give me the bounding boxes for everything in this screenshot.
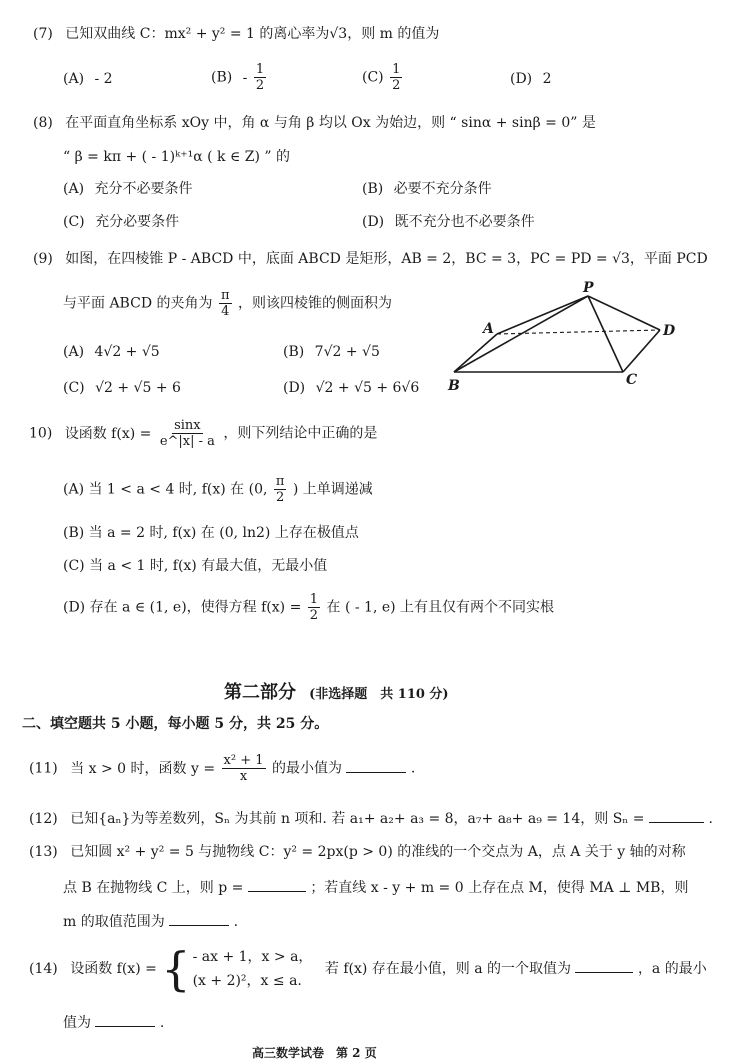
q7-option-a: (A) - 2 bbox=[63, 71, 113, 87]
q14-brace: { bbox=[161, 942, 191, 996]
q10-option-c: (C) 当 a < 1 时, f(x) 有最大值，无最小值 bbox=[63, 558, 328, 574]
q13-answer-blank-m[interactable] bbox=[169, 911, 229, 926]
pyramid-figure bbox=[440, 278, 690, 396]
q12-label: (12) bbox=[29, 811, 58, 827]
q7-stem-line bbox=[33, 25, 439, 43]
q7-stem: 已知双曲线 C：mx² + y² = 1 的离心率为√3，则 m 的值为 bbox=[65, 26, 440, 42]
q10-option-a: (A) 当 1 < a < 4 时, f(x) 在 (0, $\frac{\pi}{2}$ ) 上单调递减 bbox=[63, 474, 373, 505]
q7-label: (7) bbox=[33, 26, 53, 42]
q9-option-d: (D) √2 + √5 + 6√6 bbox=[283, 380, 420, 396]
page-footer: 高三数学试卷 第 2 页 bbox=[252, 1046, 377, 1060]
q14-answer-blank-a[interactable] bbox=[575, 958, 633, 973]
q8-label: (8) bbox=[33, 115, 53, 131]
q7-option-d: (D) 2 bbox=[510, 71, 552, 87]
q11-label: (11) bbox=[29, 760, 58, 777]
edge-pd bbox=[588, 296, 660, 330]
q8-option-a: (A) 充分不必要条件 bbox=[63, 181, 193, 197]
part2-heading bbox=[224, 678, 449, 704]
q13-answer-blank-p[interactable] bbox=[248, 877, 306, 892]
q9-label: (9) bbox=[33, 251, 53, 267]
q8-stem-line2: “ β = kπ + ( - 1)ᵏ⁺¹α ( k ∈ Z) ” 的 bbox=[63, 149, 291, 165]
edge-pc bbox=[588, 296, 623, 372]
q7-option-b-fraction: $\frac{1}{2}$ bbox=[255, 62, 265, 93]
label-p: P bbox=[583, 280, 594, 296]
label-a: A bbox=[483, 321, 494, 337]
q10-label: 10) bbox=[29, 425, 53, 442]
edge-cd bbox=[623, 330, 660, 372]
q12-answer-blank[interactable] bbox=[649, 808, 704, 823]
q9-stem-line2: 与平面 ABCD 的夹角为 $\frac{\pi}{4}$ ，则该四棱锥的侧面积为 bbox=[63, 288, 392, 319]
q14-answer-blank-min[interactable] bbox=[95, 1012, 155, 1027]
q11-line: (11) 当 x > 0 时，函数 y = $\frac{\text{x² + 1}}{x}$ 的最小值为 . bbox=[29, 753, 416, 784]
label-c: C bbox=[626, 372, 638, 388]
q8-option-c: (C) 充分必要条件 bbox=[63, 214, 180, 230]
q9-option-b: (B) 7√2 + √5 bbox=[283, 344, 380, 360]
section2-heading: 二、填空题共 5 小题，每小题 5 分，共 25 分。 bbox=[22, 716, 329, 732]
q14-line1: (14) 设函数 f(x) = { - ax + 1，x > a， (x + 2)²，x ≤ a. 若 f(x) 存在最小值，则 a 的一个取值为 ，a 的最小 bbox=[29, 942, 707, 996]
edge-ba bbox=[454, 334, 497, 372]
q7-option-c: (C) $\frac{1}{2}$ bbox=[362, 62, 401, 93]
q11-answer-blank[interactable] bbox=[346, 758, 406, 773]
q13-line2: 点 B 在抛物线 C 上，则 p = ；若直线 x - y + m = 0 上存在点 M，使得 MA ⊥ MB，则 bbox=[63, 877, 688, 897]
q10-stem-line: 10) 设函数 f(x) = $\frac{\sin x}{e\^{}|x| - a}$ ，则下列结论中正确的是 bbox=[29, 418, 378, 449]
q9-stem-line1: (9) 如图，在四棱锥 P - ABCD 中，底面 ABCD 是矩形，AB = 2，BC = 3，PC = PD = √3，平面 PCD bbox=[33, 251, 708, 267]
q8-option-b: (B) 必要不充分条件 bbox=[362, 181, 492, 197]
q9-option-c: (C) √2 + √5 + 6 bbox=[63, 380, 181, 396]
part2-subtitle: (非选择题 共 110 分) bbox=[309, 687, 449, 702]
q7-option-b: (B) - $\frac{1}{2}$ bbox=[211, 62, 265, 93]
q13-line1: (13) 已知圆 x² + y² = 5 与抛物线 C：y² = 2px(p > 0) 的准线的一个交点为 A，点 A 关于 y 轴的对称 bbox=[29, 844, 686, 860]
q14-line2: 值为 . bbox=[63, 1012, 164, 1032]
q14-piecewise bbox=[161, 942, 313, 996]
label-b: B bbox=[448, 378, 460, 394]
q13-line3: m 的取值范围为 . bbox=[63, 911, 238, 931]
q14-label: (14) bbox=[29, 961, 58, 977]
q9-option-a: (A) 4√2 + √5 bbox=[63, 344, 160, 360]
q8-stem-line1: (8) 在平面直角坐标系 xOy 中，角 α 与角 β 均以 Ox 为始边，则 “ sinα + sinβ = 0” 是 bbox=[33, 115, 596, 131]
edge-pa bbox=[497, 296, 588, 334]
q11-fraction: $\frac{\text{x² + 1}}{x}$ bbox=[223, 753, 264, 784]
q14-case2: (x + 2)²，x ≤ a. bbox=[192, 973, 302, 989]
q9-angle-fraction: $\frac{\pi}{4}$ bbox=[220, 288, 230, 319]
q12-line: (12) 已知{aₙ}为等差数列，Sₙ 为其前 n 项和. 若 a₁+ a₂+ a₃ = 8，a₇+ a₈+ a₉ = 14，则 Sₙ = . bbox=[29, 808, 713, 828]
q7-option-c-fraction: $\frac{1}{2}$ bbox=[392, 62, 401, 93]
q8-option-d: (D) 既不充分也不必要条件 bbox=[362, 214, 535, 230]
edge-pb bbox=[454, 296, 588, 372]
edge-ad-hidden bbox=[497, 330, 660, 334]
q14-case1: - ax + 1，x > a， bbox=[192, 949, 313, 965]
q10-option-d: (D) 存在 a ∈ (1, e)，使得方程 f(x) = $\frac{1}{2}$ 在 ( - 1, e) 上有且仅有两个不同实根 bbox=[63, 592, 555, 623]
q10-option-a-fraction: $\frac{\pi}{2}$ bbox=[275, 474, 285, 505]
part2-title: 第二部分 bbox=[224, 682, 296, 703]
q10-option-d-fraction: $\frac{1}{2}$ bbox=[309, 592, 319, 623]
q10-function-fraction: $\frac{\sin x}{e\^{}|x| - a}$ bbox=[159, 418, 215, 449]
q10-option-b: (B) 当 a = 2 时, f(x) 在 (0, ln2) 上存在极值点 bbox=[63, 525, 359, 541]
label-d: D bbox=[663, 323, 676, 339]
q13-label: (13) bbox=[29, 844, 58, 860]
